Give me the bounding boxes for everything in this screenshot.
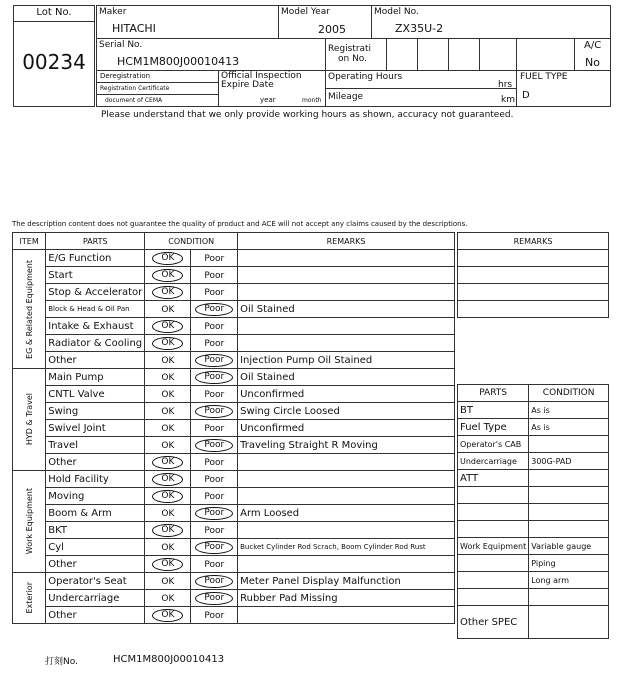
ok-cell [145, 556, 191, 573]
ok-circled: OK [152, 524, 183, 537]
header-divider [574, 38, 575, 70]
registration-label-2: on No. [338, 54, 368, 64]
table-row [13, 539, 455, 556]
fuel-type-value: D [522, 90, 530, 101]
header-divider [96, 82, 218, 83]
header-divider [278, 5, 279, 38]
poor-cell [191, 301, 238, 318]
poor-circled: Poor [195, 405, 233, 418]
poor-option: Poor [204, 457, 225, 468]
remark [238, 556, 455, 573]
lot-number: 00234 [22, 50, 86, 74]
inspection-table [12, 232, 455, 624]
spec-condition: 300G-PAD [529, 453, 609, 470]
ok-option: OK [161, 355, 175, 366]
right-remarks-table [457, 232, 609, 318]
ok-cell [145, 590, 191, 607]
remark [238, 522, 455, 539]
poor-cell [191, 505, 238, 522]
spec-row [458, 589, 609, 606]
ok-circled: OK [152, 320, 183, 333]
table-row [13, 471, 455, 488]
parts-header: PARTS [46, 233, 145, 250]
remark: Injection Pump Oil Stained [238, 352, 455, 369]
fuel-type-label: FUEL TYPE [520, 72, 568, 82]
other-spec-label: Other SPEC [458, 606, 529, 639]
spec-table [457, 384, 609, 639]
spec-condition: As is [529, 402, 609, 419]
spec-blank [458, 504, 529, 521]
lot-label: Lot No. [36, 7, 72, 18]
table-row [13, 403, 455, 420]
remark-line [458, 301, 609, 318]
header-divider [386, 38, 387, 70]
work-equipment-value: Long arm [529, 572, 609, 589]
right-remarks-header: REMARKS [458, 233, 609, 250]
section-cell [13, 471, 46, 573]
poor-circled: Poor [195, 507, 233, 520]
spec-row [458, 555, 609, 572]
poor-option: Poor [204, 610, 225, 621]
spec-blank [458, 555, 529, 572]
part-name: Travel [46, 437, 145, 454]
spec-row [458, 436, 609, 453]
poor-option: Poor [204, 559, 225, 570]
header-divider [325, 88, 516, 89]
part-name: Hold Facility [46, 471, 145, 488]
spec-blank [529, 589, 609, 606]
ok-circled: OK [152, 473, 183, 486]
table-row [13, 488, 455, 505]
table-row [13, 607, 455, 624]
poor-cell [191, 250, 238, 267]
spec-blank [458, 572, 529, 589]
model-year-label: Model Year [281, 7, 330, 17]
cema-document-label: document of CEMA [105, 97, 163, 104]
registration-label-1: Registrati [328, 44, 372, 54]
part-name: Cyl [46, 539, 145, 556]
part-name: Moving [46, 488, 145, 505]
spec-row [458, 606, 609, 639]
table-row [13, 522, 455, 539]
part-name: E/G Function [46, 250, 145, 267]
ok-circled: OK [152, 609, 183, 622]
ok-cell [145, 284, 191, 301]
spec-parts-header: PARTS [458, 385, 529, 402]
poor-option: Poor [204, 253, 225, 264]
table-row [13, 437, 455, 454]
part-name: BKT [46, 522, 145, 539]
section-cell [13, 369, 46, 471]
poor-cell [191, 590, 238, 607]
header-divider [479, 38, 480, 70]
year-label: year [260, 96, 276, 104]
remark: Traveling Straight R Moving [238, 437, 455, 454]
month-label: month [302, 97, 322, 104]
part-name: Other [46, 352, 145, 369]
ok-circled: OK [152, 490, 183, 503]
remark: Bucket Cylinder Rod Scrach, Boom Cylinder Rod Rust [238, 539, 455, 556]
poor-option: Poor [204, 525, 225, 536]
spec-condition [529, 470, 609, 487]
ok-cell [145, 403, 191, 420]
header-divider [96, 94, 218, 95]
ok-cell [145, 437, 191, 454]
poor-cell [191, 437, 238, 454]
table-row [13, 352, 455, 369]
poor-cell [191, 335, 238, 352]
poor-cell [191, 573, 238, 590]
part-name: CNTL Valve [46, 386, 145, 403]
part-name: Swing [46, 403, 145, 420]
ok-cell [145, 607, 191, 624]
table-row [13, 505, 455, 522]
remark: Unconfirmed [238, 420, 455, 437]
poor-cell [191, 352, 238, 369]
ok-circled: OK [152, 456, 183, 469]
section-label: HYD & Travel [24, 393, 34, 446]
work-equipment-value: Variable gauge [529, 538, 609, 555]
part-name: Main Pump [46, 369, 145, 386]
remark [238, 267, 455, 284]
poor-option: Poor [204, 474, 225, 485]
ok-option: OK [161, 406, 175, 417]
poor-circled: Poor [195, 439, 233, 452]
part-name: Operator's Seat [46, 573, 145, 590]
poor-cell [191, 607, 238, 624]
spec-row [458, 538, 609, 555]
header-rule [96, 38, 611, 39]
part-name: Start [46, 267, 145, 284]
part-name: Other [46, 454, 145, 471]
hrs-unit: hrs [498, 80, 513, 90]
remark: Oil Stained [238, 369, 455, 386]
remark [238, 454, 455, 471]
ok-cell [145, 471, 191, 488]
item-header: ITEM [13, 233, 46, 250]
spec-blank [458, 521, 529, 538]
ok-cell [145, 352, 191, 369]
ok-option: OK [161, 593, 175, 604]
remark: Oil Stained [238, 301, 455, 318]
remark [238, 335, 455, 352]
ok-circled: OK [152, 286, 183, 299]
part-name: Other [46, 607, 145, 624]
part-name: Intake & Exhaust [46, 318, 145, 335]
table-row [13, 250, 455, 267]
poor-circled: Poor [195, 541, 233, 554]
ok-cell [145, 318, 191, 335]
poor-cell [191, 556, 238, 573]
part-name: Block & Head & Oil Pan [46, 301, 145, 318]
work-equipment-value: Piping [529, 555, 609, 572]
ac-value: No [585, 56, 600, 69]
part-name: Radiator & Cooling [46, 335, 145, 352]
poor-cell [191, 369, 238, 386]
part-name: Undercarriage [46, 590, 145, 607]
poor-option: Poor [204, 287, 225, 298]
remark [238, 488, 455, 505]
ok-circled: OK [152, 337, 183, 350]
ok-cell [145, 539, 191, 556]
ok-circled: OK [152, 269, 183, 282]
remark [238, 250, 455, 267]
operating-hours-label: Operating Hours [328, 72, 403, 82]
spec-blank [529, 606, 609, 639]
model-no-value: ZX35U-2 [395, 22, 444, 35]
spec-part: Fuel Type [458, 419, 529, 436]
ok-cell [145, 369, 191, 386]
spec-row [458, 402, 609, 419]
inspection-label-1: Official Inspection [221, 71, 302, 81]
registration-certificate-label: Registration Certificate [100, 85, 170, 92]
serial-value: HCM1M800J00010413 [117, 55, 240, 68]
header-rule [96, 70, 611, 71]
part-name: Boom & Arm [46, 505, 145, 522]
table-row [13, 369, 455, 386]
ok-option: OK [161, 576, 175, 587]
km-unit: km [501, 95, 515, 105]
remark [238, 471, 455, 488]
model-no-label: Model No. [374, 7, 419, 17]
table-row [13, 420, 455, 437]
ok-cell [145, 420, 191, 437]
spec-part: Undercarriage [458, 453, 529, 470]
spec-blank [529, 521, 609, 538]
poor-circled: Poor [195, 303, 233, 316]
section-label: Work Equipment [24, 488, 34, 555]
ok-cell [145, 301, 191, 318]
stamp-label: 打刻No. [45, 657, 78, 667]
ok-cell [145, 267, 191, 284]
spec-row [458, 487, 609, 504]
table-row [13, 454, 455, 471]
ok-cell [145, 454, 191, 471]
spec-row [458, 470, 609, 487]
ok-option: OK [161, 440, 175, 451]
poor-cell [191, 420, 238, 437]
ok-option: OK [161, 304, 175, 315]
poor-cell [191, 454, 238, 471]
spec-condition: As is [529, 419, 609, 436]
poor-cell [191, 284, 238, 301]
ok-circled: OK [152, 252, 183, 265]
poor-circled: Poor [195, 592, 233, 605]
remark: Arm Loosed [238, 505, 455, 522]
ok-cell [145, 488, 191, 505]
header-divider [325, 38, 326, 107]
ok-cell [145, 522, 191, 539]
ok-cell [145, 335, 191, 352]
ok-cell [145, 505, 191, 522]
spec-row [458, 453, 609, 470]
header-divider [516, 38, 517, 107]
remarks-header: REMARKS [238, 233, 455, 250]
poor-option: Poor [204, 270, 225, 281]
ok-cell [145, 573, 191, 590]
maker-value: HITACHI [112, 22, 156, 35]
ac-label: A/C [584, 40, 602, 51]
mileage-label: Mileage [328, 92, 364, 102]
table-row [13, 386, 455, 403]
poor-cell [191, 539, 238, 556]
spec-part: Operator's CAB [458, 436, 529, 453]
table-row [13, 556, 455, 573]
poor-option: Poor [204, 389, 225, 400]
header-divider [218, 70, 219, 107]
spec-blank [458, 589, 529, 606]
table-row [13, 267, 455, 284]
part-name: Swivel Joint [46, 420, 145, 437]
poor-circled: Poor [195, 354, 233, 367]
poor-cell [191, 386, 238, 403]
table-row [13, 590, 455, 607]
serial-label: Serial No. [99, 40, 143, 50]
spec-blank [458, 487, 529, 504]
spec-blank [529, 487, 609, 504]
remark-line [458, 250, 609, 267]
remark [238, 607, 455, 624]
table-row [13, 573, 455, 590]
ok-circled: OK [152, 558, 183, 571]
spec-part: ATT [458, 470, 529, 487]
spec-condition-header: CONDITION [529, 385, 609, 402]
section-cell [13, 250, 46, 369]
inspection-label-2: Expire Date [221, 80, 274, 90]
table-row [13, 318, 455, 335]
work-equipment-label: Work Equipment [458, 538, 529, 555]
spec-row [458, 572, 609, 589]
ok-option: OK [161, 389, 175, 400]
header-divider [417, 38, 418, 70]
spec-condition [529, 436, 609, 453]
part-name: Stop & Accelerator [46, 284, 145, 301]
deregistration-label: Deregistration [100, 72, 151, 80]
remark: Rubber Pad Missing [238, 590, 455, 607]
remark [238, 318, 455, 335]
condition-header: CONDITION [145, 233, 238, 250]
ok-option: OK [161, 542, 175, 553]
spec-part: BT [458, 402, 529, 419]
working-hours-notice: Please understand that we only provide working hours as shown, accuracy not guaranteed. [101, 110, 514, 120]
poor-option: Poor [204, 338, 225, 349]
disclaimer: The description content does not guarantee the quality of product and ACE will not accept any claims caused by the descriptions. [12, 220, 468, 228]
ok-option: OK [161, 423, 175, 434]
poor-circled: Poor [195, 575, 233, 588]
ok-cell [145, 386, 191, 403]
poor-circled: Poor [195, 371, 233, 384]
remark-line [458, 267, 609, 284]
poor-cell [191, 403, 238, 420]
spec-row [458, 521, 609, 538]
poor-cell [191, 488, 238, 505]
ok-option: OK [161, 508, 175, 519]
table-row [13, 284, 455, 301]
section-label: EG & Related Equipment [24, 259, 34, 359]
header-divider [371, 5, 372, 38]
poor-cell [191, 267, 238, 284]
poor-option: Poor [204, 321, 225, 332]
section-label: Exterior [24, 582, 34, 614]
model-year-value: 2005 [318, 23, 346, 36]
spec-row [458, 504, 609, 521]
remark [238, 284, 455, 301]
remark: Unconfirmed [238, 386, 455, 403]
header-divider [448, 38, 449, 70]
remark: Meter Panel Display Malfunction [238, 573, 455, 590]
table-row [13, 335, 455, 352]
table-row [13, 301, 455, 318]
part-name: Other [46, 556, 145, 573]
ok-option: OK [161, 372, 175, 383]
stamp-value: HCM1M800J00010413 [113, 654, 225, 665]
ok-cell [145, 250, 191, 267]
poor-cell [191, 318, 238, 335]
remark: Swing Circle Loosed [238, 403, 455, 420]
remark-line [458, 284, 609, 301]
poor-cell [191, 471, 238, 488]
poor-option: Poor [204, 491, 225, 502]
spec-row [458, 419, 609, 436]
maker-label: Maker [99, 7, 127, 17]
spec-blank [529, 504, 609, 521]
poor-cell [191, 522, 238, 539]
section-cell [13, 573, 46, 624]
poor-option: Poor [204, 423, 225, 434]
